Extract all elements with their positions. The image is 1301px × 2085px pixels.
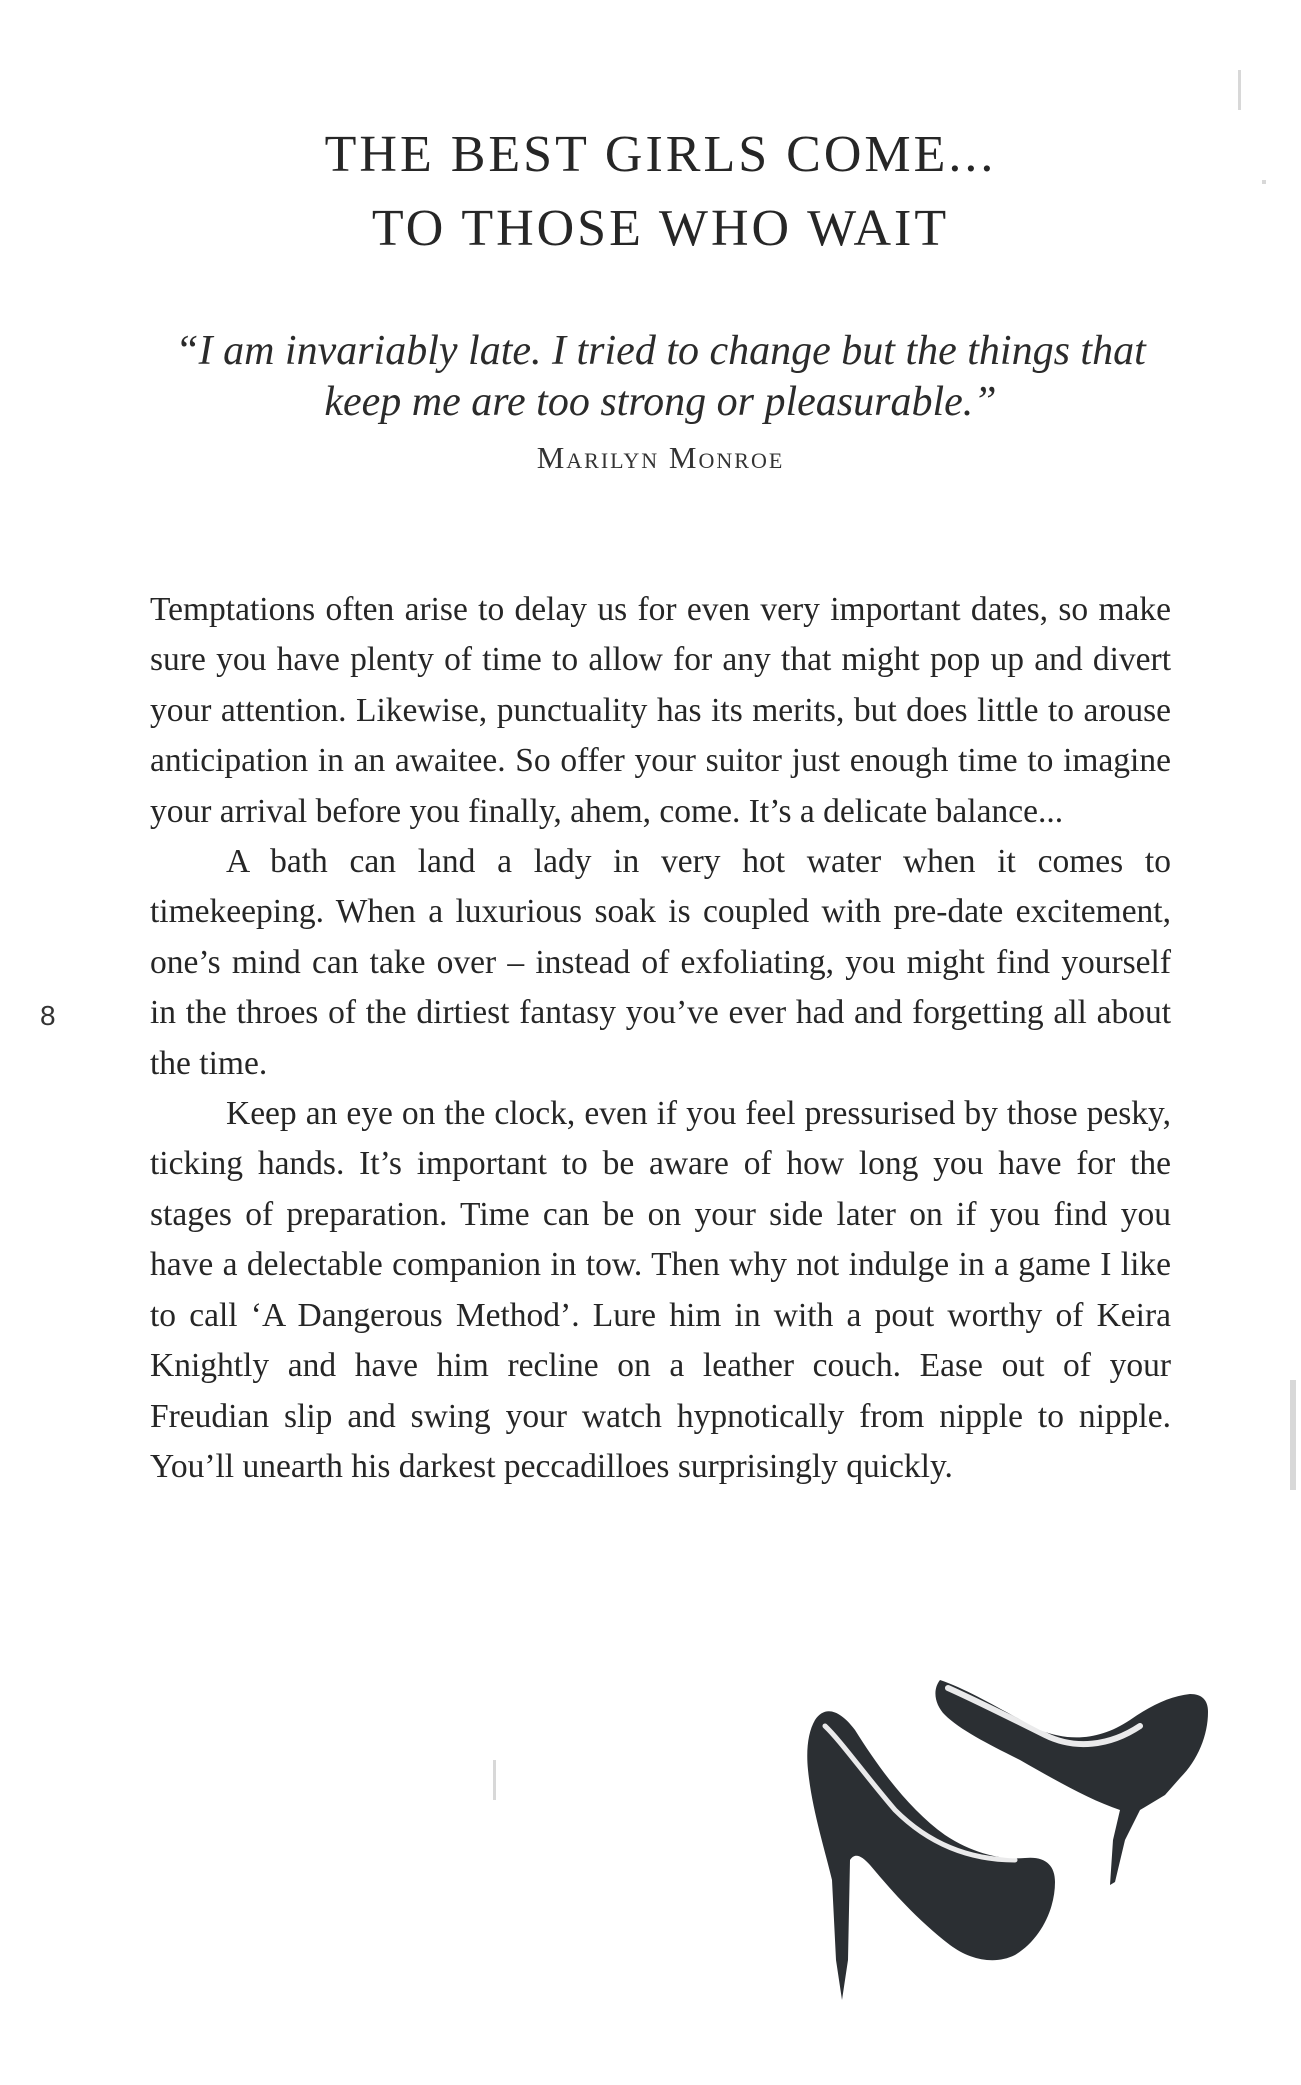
chapter-title-line-1: THE BEST GIRLS COME... [324,126,997,183]
scan-speck [1238,70,1241,110]
epigraph-author: Marilyn Monroe [536,440,785,475]
scan-speck [493,1760,496,1800]
scan-speck [1290,1380,1296,1490]
paragraph: Temptations often arise to delay us for even very important dates, so make sure you have plenty of time to allow for any that might pop up and divert your attention. Likewise, punctuality has its merits, but does little to arouse anticipation in an awaitee. So offer your suitor just enough time to imagine your arrival before you finally, ahem, come. It’s a delicate balance... [150,591,1171,830]
paragraph: Keep an eye on the clock, even if you feel pressurised by those pesky, ticking hands. It’s important to be aware of how long you have for the stages of preparation. Time can be on your side later on if you find you have a delectable companion in tow. Then why not indulge in a game I like to call ‘A Dangerous Method’. Lure him in with a pout worthy of Keira Knightly and have him recline on a leather couch. Ease out of your Freudian slip and swing your watch hypnotically from nipple to nipple. You’ll unearth his darkest peccadilloes surprisingly quickly. [150,1095,1171,1485]
high-heel-shoes-icon [770,1660,1250,2010]
epigraph-quote [150,326,1171,428]
epigraph-quote-line-1: “I am invariably late. I tried to change but the things that [175,328,1146,374]
paragraph: A bath can land a lady in very hot water when it comes to timekeeping. When a luxurious soak is coupled with pre-date excitement, one’s mind can take over – instead of exfoliating, you might find yourself in the throes of the dirtiest fantasy you’ve ever had and forgetting all about the time. [150,843,1171,1082]
page-number: 8 [40,1000,56,1031]
epigraph-quote-line-2: keep me are too strong or pleasurable.” [324,379,997,425]
chapter-title-line-2: TO THOSE WHO WAIT [371,200,950,257]
body-text [150,585,1171,1492]
chapter-title [150,118,1171,266]
scan-speck [1262,180,1266,184]
